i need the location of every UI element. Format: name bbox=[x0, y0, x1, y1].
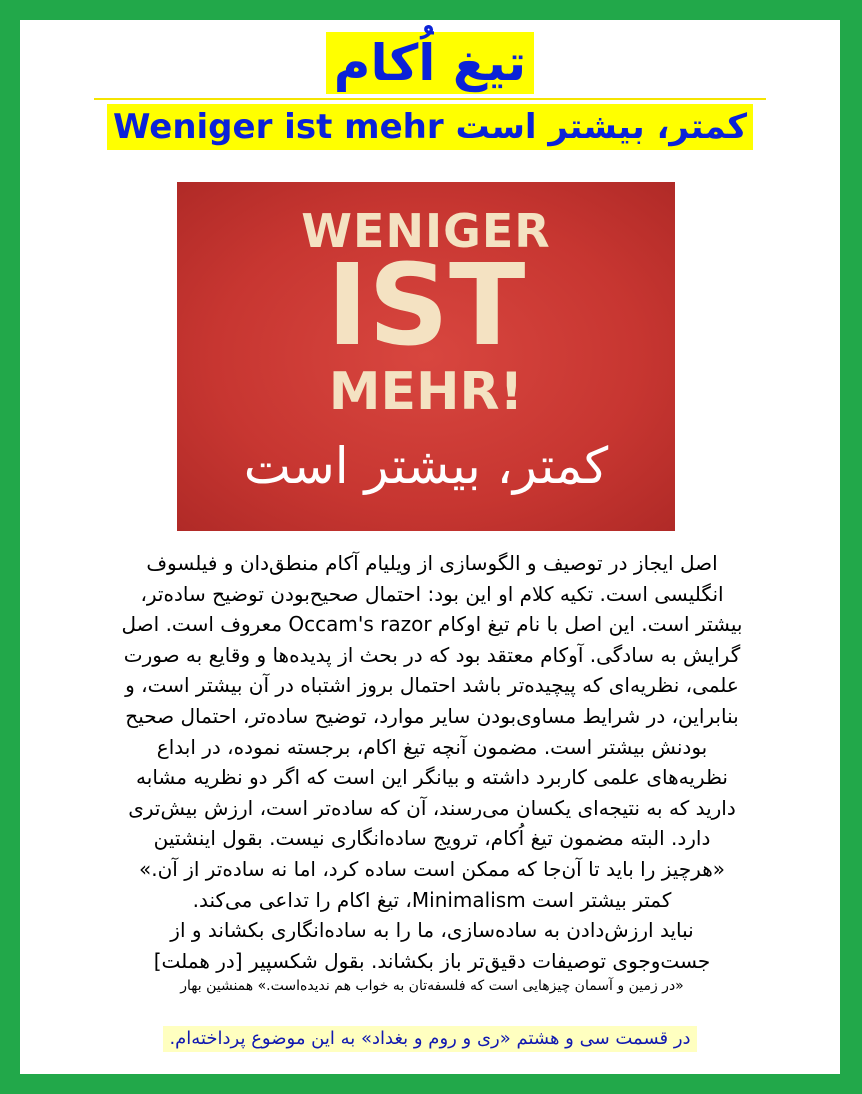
title-divider bbox=[94, 98, 766, 100]
poster-line-ist: IST bbox=[326, 241, 526, 371]
poster-line-persian: کمتر، بیشتر است bbox=[243, 437, 609, 495]
body-line: بیشتر است. این اصل با نام تیغ اوکام Occam's razor معروف است. اصل bbox=[121, 612, 743, 637]
body-line: کمتر بیشتر است Minimalism، تیغ اکام را تداعی می‌کند. bbox=[192, 887, 672, 912]
body-line: بودنش بیشتر است. مضمون آنچه تیغ اکام، برجسته نموده، در ابداع bbox=[156, 734, 708, 759]
body-line: جست‌وجوی توصیفات دقیق‌تر باز بکشاند. بقول شکسپیر [در هملت] bbox=[153, 948, 711, 973]
body-line: اصل ایجاز در توصیف و الگوسازی از ویلیام آکام منطق‌دان و فیلسوف bbox=[146, 551, 718, 575]
page-frame bbox=[20, 20, 840, 1074]
subtitle-german: Weniger ist mehr bbox=[112, 107, 444, 147]
page-title: تیغ اُکام bbox=[326, 32, 534, 94]
body-paragraph bbox=[34, 548, 830, 996]
subtitle-container bbox=[20, 104, 840, 150]
body-line: نظریه‌های علمی کاربرد داشته و بیانگر این است که اگر دو نظریه مشابه bbox=[136, 765, 728, 790]
shakespeare-quote: «در زمین و آسمان چیزهایی است که فلسفه‌تان به خواب هم ندیده‌است.» همنشین بهار bbox=[180, 978, 684, 995]
subtitle bbox=[107, 104, 753, 150]
title-container bbox=[20, 32, 840, 94]
body-line: دارد. البته مضمون تیغ اُکام، ترویج ساده‌انگاری نیست. بقول اینشتین bbox=[153, 826, 711, 851]
poster-image bbox=[177, 182, 675, 531]
footnote: در قسمت سی و هشتم «ری و روم و بغداد» به این موضوع پرداخته‌ام. bbox=[163, 1026, 696, 1052]
body-line: نباید ارزش‌دادن به ساده‌سازی، ما را به ساده‌انگاری بکشاند و از bbox=[170, 918, 694, 943]
body-line: انگلیسی است. تکیه کلام او این بود: احتمال صحیح‌بودن توضیح ساده‌تر، bbox=[140, 581, 724, 606]
poster-line-mehr: MEHR! bbox=[328, 362, 524, 422]
subtitle-persian: کمتر، بیشتر است bbox=[455, 107, 748, 147]
body-line: علمی، نظریه‌ای که پیچیده‌تر باشد احتمال بروز اشتباه در آن بیشتر است، و bbox=[125, 673, 739, 698]
poster-line-weniger: WENIGER bbox=[301, 204, 551, 258]
body-line: گرایش به سادگی. آوکام معتقد بود که در بحث از پدیده‌ها و وقایع به صورت bbox=[123, 642, 741, 667]
footnote-container bbox=[20, 1026, 840, 1052]
body-line: بنابراین، در شرایط مساوی‌بودن سایر موارد، توضیح ساده‌تر، احتمال صحیح bbox=[125, 703, 739, 728]
body-line: دارید که به نتیجه‌ای یکسان می‌رسند، آن که ساده‌تر است، ارزش بیش‌تری bbox=[128, 795, 736, 820]
body-line: «هرچیز را باید تا آن‌جا که ممکن است ساده کرد، اما نه ساده‌تر از آن.» bbox=[139, 856, 725, 881]
